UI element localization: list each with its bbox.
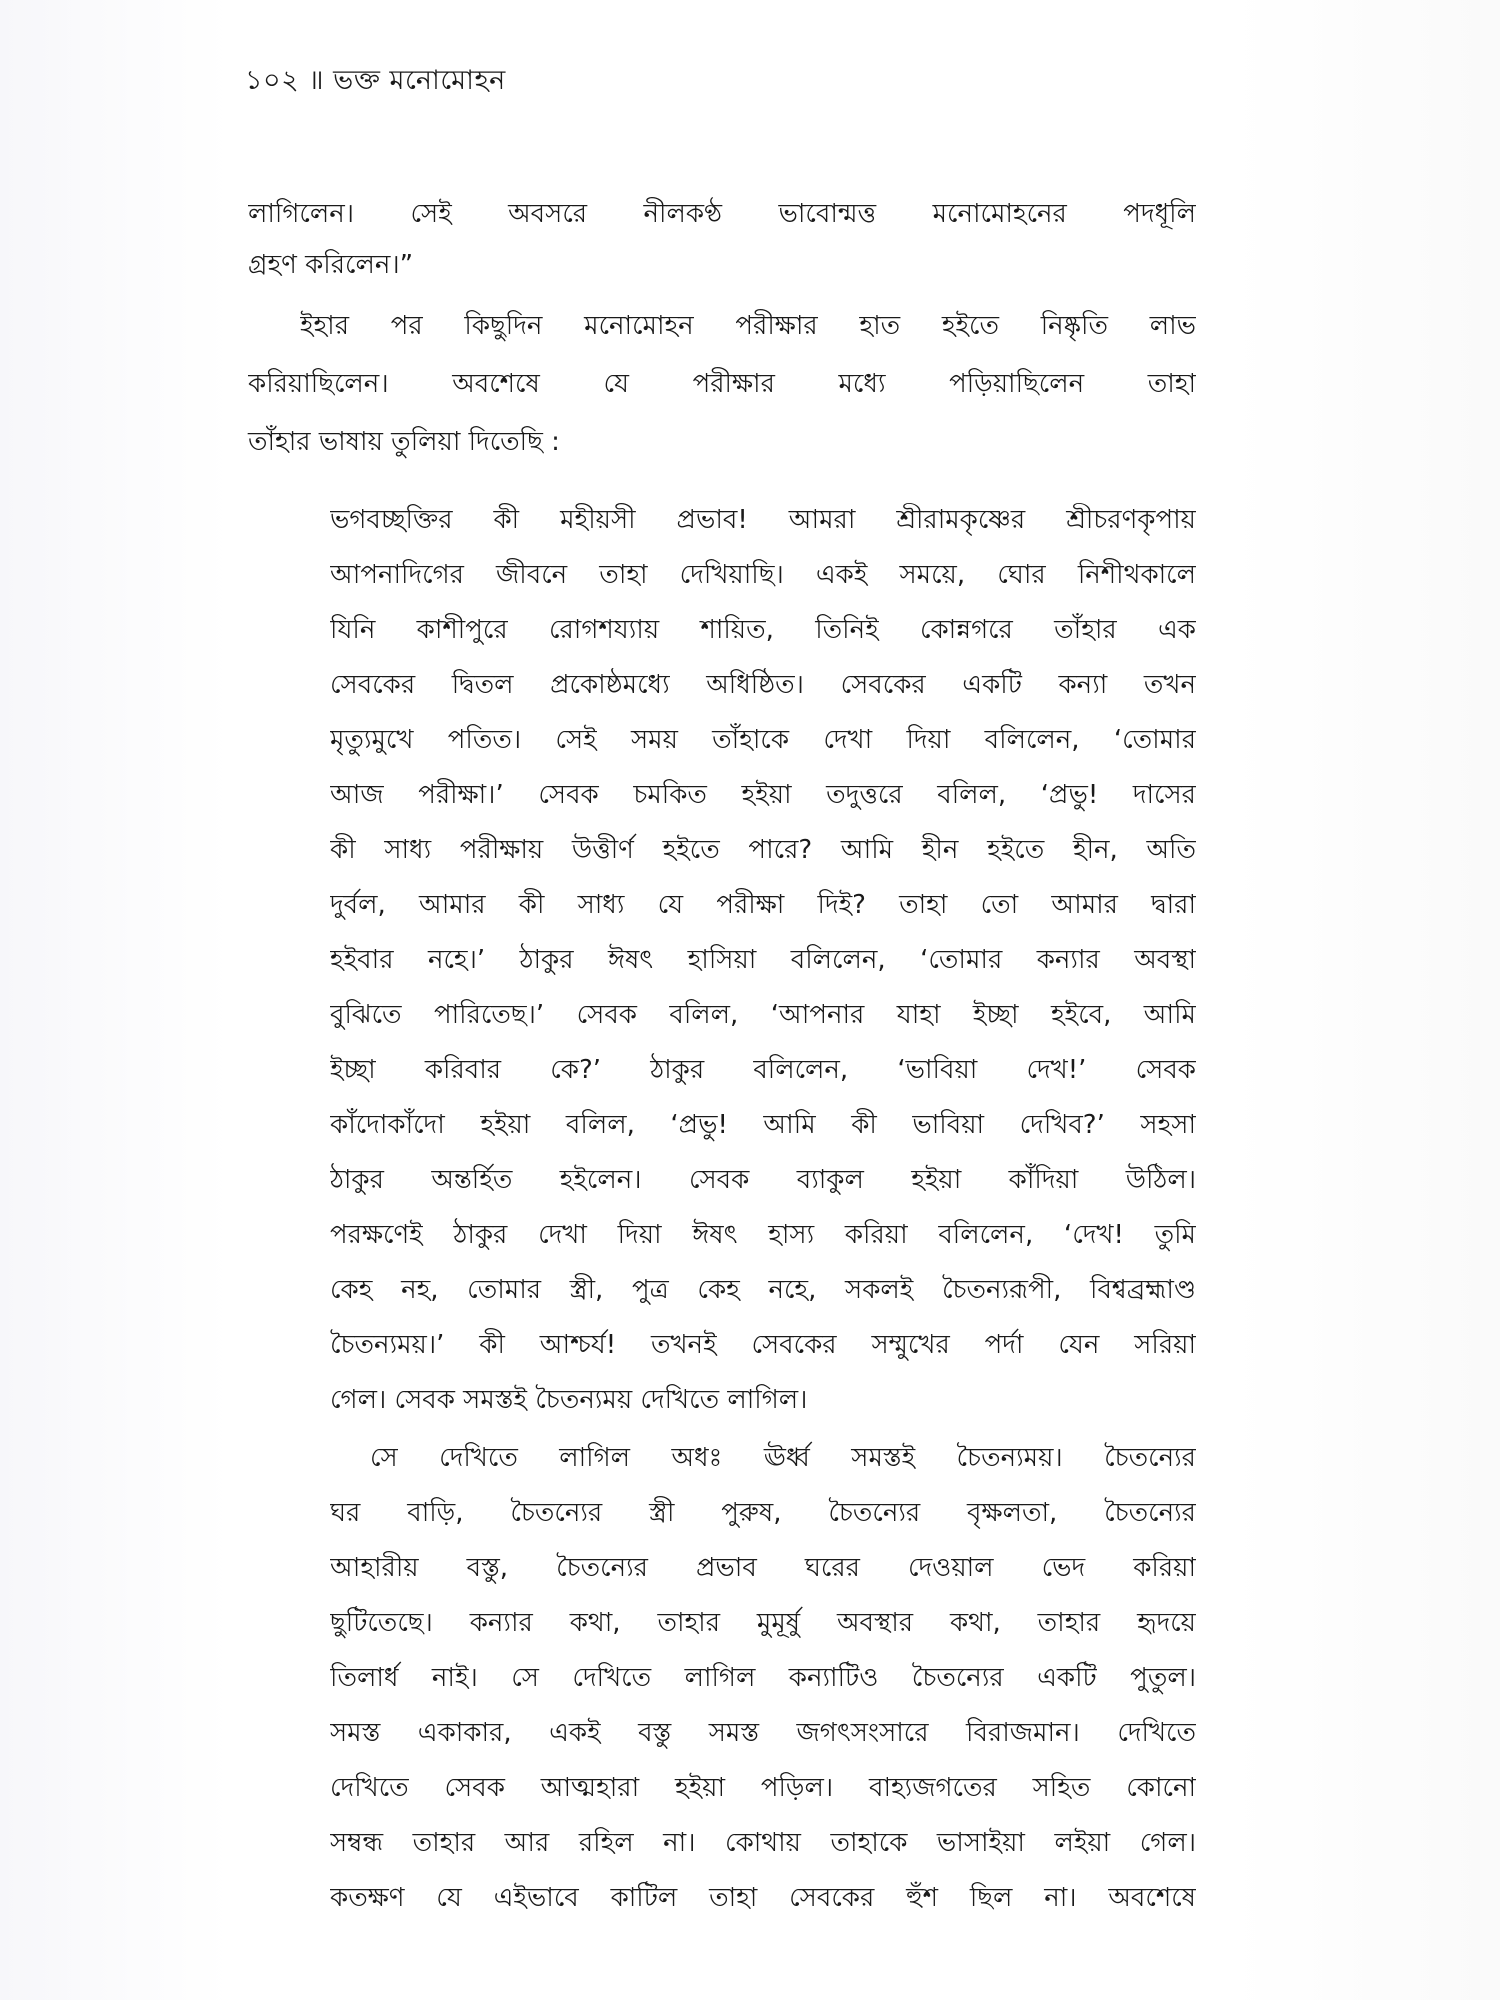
quote1-line: আজ পরীক্ষা।’ সেবক চমকিত হইয়া তদুত্তরে বলিল, ‘প্রভু! দাসের [330,780,1196,810]
paragraph1-line: লাগিলেন। সেই অবসরে নীলকণ্ঠ ভাবোন্মত্ত মনোমোহনের পদধূলি [248,199,1196,229]
header-separator: ॥ [308,65,325,96]
page-number: ১০২ [245,65,300,96]
quote1-line: যিনি কাশীপুরে রোগশয্যায় শায়িত, তিনিই কোন্নগরে তাঁহার এক [330,615,1196,645]
quote1-line: পরক্ষণেই ঠাকুর দেখা দিয়া ঈষৎ হাস্য করিয়া বলিলেন, ‘দেখ! তুমি [330,1220,1196,1250]
quote2-line: সমস্ত একাকার, একই বস্তু সমস্ত জগৎসংসারে বিরাজমান। দেখিতে [330,1718,1196,1748]
quote2-line: দেখিতে সেবক আত্মহারা হইয়া পড়িল। বাহ্যজগতের সহিত কোনো [330,1773,1196,1803]
quote2-line: কতক্ষণ যে এইভাবে কাটিল তাহা সেবকের হুঁশ ছিল না। অবশেষে [330,1883,1196,1913]
quote2-line: সে দেখিতে লাগিল অধঃ ঊর্ধ্ব সমস্তই চৈতন্যময়। চৈতন্যের [370,1443,1196,1473]
quote1-line: কী সাধ্য পরীক্ষায় উত্তীর্ণ হইতে পারে? আমি হীন হইতে হীন, অতি [330,835,1196,865]
quote1-line: ইচ্ছা করিবার কে?’ ঠাকুর বলিলেন, ‘ভাবিয়া দেখ!’ সেবক [330,1055,1196,1085]
quote1-line: আপনাদিগের জীবনে তাহা দেখিয়াছি। একই সময়ে, ঘোর নিশীথকালে [330,560,1196,590]
paragraph2-line: করিয়াছিলেন। অবশেষে যে পরীক্ষার মধ্যে পড়িয়াছিলেন তাহা [248,369,1196,399]
paragraph2-line: তাঁহার ভাষায় তুলিয়া দিতেছি : [248,427,560,457]
book-title: ভক্ত মনোমোহন [333,65,506,96]
quote1-line: মৃত্যুমুখে পতিত। সেই সময় তাঁহাকে দেখা দিয়া বলিলেন, ‘তোমার [330,725,1196,755]
quote2-line: সম্বন্ধ তাহার আর রহিল না। কোথায় তাহাকে ভাসাইয়া লইয়া গেল। [330,1828,1196,1858]
paragraph1-line: গ্রহণ করিলেন।” [248,250,414,280]
running-header [245,60,506,105]
quote1-line: দুর্বল, আমার কী সাধ্য যে পরীক্ষা দিই? তাহা তো আমার দ্বারা [330,890,1196,920]
paragraph2-line: ইহার পর কিছুদিন মনোমোহন পরীক্ষার হাত হইতে নিষ্কৃতি লাভ [300,311,1196,341]
quote1-line: সেবকের দ্বিতল প্রকোষ্ঠমধ্যে অধিষ্ঠিত। সেবকের একটি কন্যা তখন [330,670,1196,700]
quote1-line: ঠাকুর অন্তর্হিত হইলেন। সেবক ব্যাকুল হইয়া কাঁদিয়া উঠিল। [330,1165,1196,1195]
quote1-line: হইবার নহে।’ ঠাকুর ঈষৎ হাসিয়া বলিলেন, ‘তোমার কন্যার অবস্থা [330,945,1196,975]
quote2-line: আহারীয় বস্তু, চৈতন্যের প্রভাব ঘরের দেওয়াল ভেদ করিয়া [330,1553,1196,1583]
quote2-line: তিলার্ধ নাই। সে দেখিতে লাগিল কন্যাটিও চৈতন্যের একটি পুতুল। [330,1663,1196,1693]
quote1-line: কাঁদোকাঁদো হইয়া বলিল, ‘প্রভু! আমি কী ভাবিয়া দেখিব?’ সহসা [330,1110,1196,1140]
quote2-line: ঘর বাড়ি, চৈতন্যের স্ত্রী পুরুষ, চৈতন্যের বৃক্ষলতা, চৈতন্যের [330,1498,1196,1528]
quote1-line: বুঝিতে পারিতেছ।’ সেবক বলিল, ‘আপনার যাহা ইচ্ছা হইবে, আমি [330,1000,1196,1030]
quote2-line: ছুটিতেছে। কন্যার কথা, তাহার মুমূর্ষু অবস্থার কথা, তাহার হৃদয়ে [330,1608,1196,1638]
quote1-line: ভগবচ্ছক্তির কী মহীয়সী প্রভাব! আমরা শ্রীরামকৃষ্ণের শ্রীচরণকৃপায় [330,505,1196,535]
quote1-line: চৈতন্যময়।’ কী আশ্চর্য! তখনই সেবকের সম্মুখের পর্দা যেন সরিয়া [330,1330,1196,1360]
quote1-line: গেল। সেবক সমস্তই চৈতন্যময় দেখিতে লাগিল। [330,1385,808,1415]
quote1-line: কেহ নহ, তোমার স্ত্রী, পুত্র কেহ নহে, সকলই চৈতন্যরূপী, বিশ্বব্রহ্মাণ্ড [330,1275,1196,1305]
